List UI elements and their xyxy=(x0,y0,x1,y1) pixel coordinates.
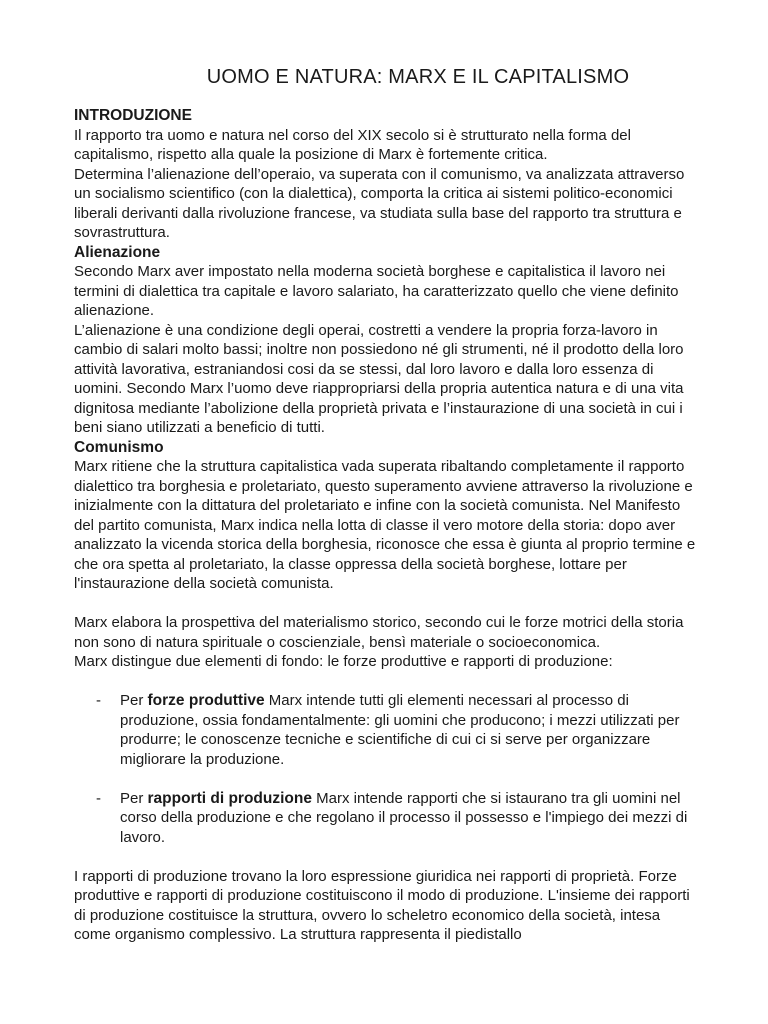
list-dash: - xyxy=(96,789,101,807)
list-item-text: Marx intende tutti gli elementi necessari al processo di produzione, ossia fondamentalmente: gli uomini che producono; i mezzi utilizzati per produrre; le conoscenze tecniche e scientifiche di cui ci si serve per organizzare migliorare la produzione. xyxy=(120,692,680,768)
paragraph: Marx ritiene che la struttura capitalistica vada superata ribaltando completamente il rapporto dialettico tra borghesia e proletariato, questo superamento avviene attraverso la rivoluzione e inizialmente con la dittatura del proletariato e infine con la società comunista. Nel Manifesto del partito comunista, Marx indica nella lotta di classe il vero motore della storia: dopo aver analizzato la vicenda storica della borghesia, riconosce che essa è giunta al proprio termine e che ora spetta al proletariato, la classe oppressa della società borghese, lottare per l'instaurazione della società comunista. xyxy=(74,458,696,592)
spacer xyxy=(74,847,699,867)
spacer xyxy=(74,672,699,692)
list-item-term: forze produttive xyxy=(147,692,265,709)
paragraph: I rapporti di produzione trovano la loro espressione giuridica nei rapporti di proprietà. Forze produttive e rapporti di produzione costituiscono il modo di produzione. L'insieme dei rapporti di produzione costituisce la struttura, ovvero lo scheletro economico della società, intesa come organismo complessivo. La struttura rappresenta il piedistallo xyxy=(74,867,690,943)
paragraph: Determina l’alienazione dell’operaio, va superata con il comunismo, va analizzata attraverso un socialismo scientifico (con la dialettica), comporta la critica ai sistemi politico-economici liberali derivanti dalla rivoluzione francese, va studiata sulla base del rapporto tra struttura e sovrastruttura. xyxy=(74,165,685,241)
list-item xyxy=(74,789,699,848)
paragraph: Secondo Marx aver impostato nella moderna società borghese e capitalistica il lavoro nei termini di dialettica tra capitale e lavoro salariato, ha caratterizzato quello che viene definito alienazione. xyxy=(74,263,679,319)
list-item xyxy=(74,691,699,769)
spacer xyxy=(74,594,699,614)
paragraph: Marx distingue due elementi di fondo: le forze produttive e rapporti di produzione: xyxy=(74,653,613,670)
paragraph: Il rapporto tra uomo e natura nel corso del XIX secolo si è strutturato nella forma del capitalismo, rispetto alla quale la posizione di Marx è fortemente critica. xyxy=(74,126,631,163)
list-item-prefix: Per xyxy=(120,692,148,709)
document-title: UOMO E NATURA: MARX E IL CAPITALISMO xyxy=(206,66,630,88)
section-heading-comunismo: Comunismo xyxy=(74,438,164,456)
document-body xyxy=(74,106,699,945)
list-item-prefix: Per xyxy=(120,789,148,807)
list-item-text: Marx intende rapporti che si istaurano tra gli uomini nel corso della produzione e che regolano il processo il possesso e l'impiego dei mezzi di lavoro. xyxy=(120,789,688,846)
paragraph: Marx elabora la prospettiva del materialismo storico, secondo cui le forze motrici della storia non sono di natura spirituale o coscienziale, bensì materiale o socioeconomica. xyxy=(74,614,684,651)
paragraph: L’alienazione è una condizione degli operai, costretti a vendere la propria forza-lavoro in cambio di salari molto bassi; inoltre non possiedono né gli strumenti, né il prodotto della loro attività lavorativa, estraniandosi cosi da se stessi, dal loro lavoro e dalla loro essenza di uomini. Secondo Marx l’uomo deve riappropriarsi della propria autentica natura e di una vita dignitosa mediante l’abolizione della proprietà privata e l’instaurazione di una società in cui i beni siano utilizzati a beneficio di tutti. xyxy=(74,321,684,436)
section-heading-alienazione: Alienazione xyxy=(74,243,161,261)
spacer xyxy=(74,769,699,789)
list-item-term: rapporti di produzione xyxy=(147,789,312,807)
section-heading-introduzione: INTRODUZIONE xyxy=(74,107,192,124)
list-dash: - xyxy=(96,692,101,709)
